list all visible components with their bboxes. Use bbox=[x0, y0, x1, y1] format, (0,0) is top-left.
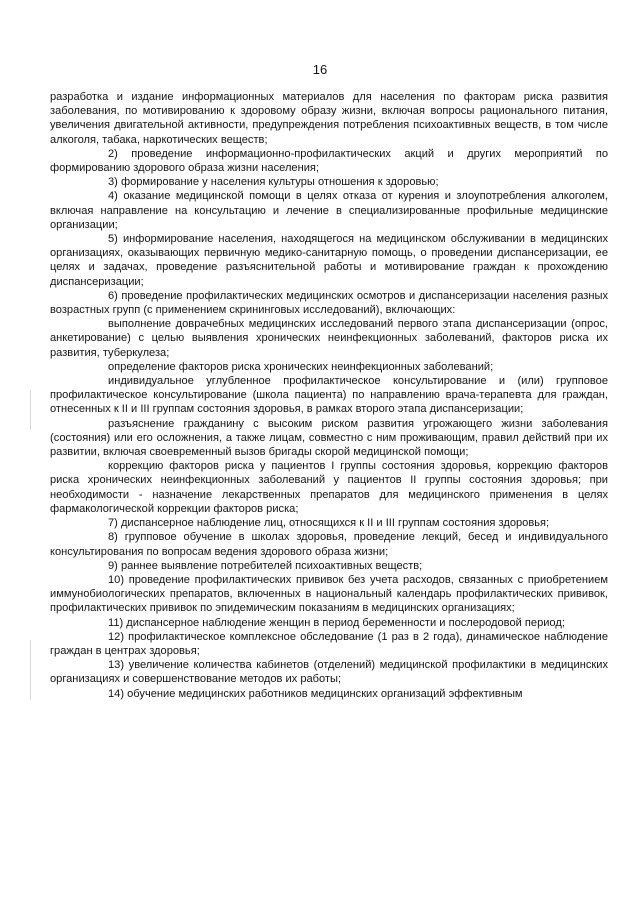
list-item-14: 14) обучение медицинских работников медицинских организаций эффективным bbox=[108, 687, 523, 700]
list-item-13: 13) увеличение количества кабинетов (отделений) медицинской профилактики в медицинских организациях и совершенствование методов их работы; bbox=[50, 659, 608, 686]
list-item-11: 11) диспансерное наблюдение женщин в период беременности и послеродовой период; bbox=[108, 616, 565, 629]
sub-item-risk-correction: коррекцию факторов риска у пациентов I группы состояния здоровья, коррекцию факторов риска хронических неинфекционных заболеваний у пациентов II группы состояния здоровья; при необходимости - назначение лекарственных препаратов для медицинского применения в целях фармакологической коррекции факторов риска; bbox=[50, 460, 608, 515]
sub-item-premedical-examinations: выполнение доврачебных медицинских исследований первого этапа диспансеризации (опрос, анкетирование) с целью выявления хронических неинфекционных заболеваний, факторов риска их развития, туберкулеза; bbox=[50, 318, 608, 359]
list-item-10: 10) проведение профилактических прививок без учета расходов, связанных с приобретением иммунобиологических препаратов, включенных в национальный календарь профилактических прививок, профилактических прививок по эпидемическим показаниям в медицинских организациях; bbox=[50, 573, 608, 615]
paragraph-intro-continuation: разработка и издание информационных материалов для населения по факторам риска развития заболевания, по мотивированию к здоровому образу жизни, включая вопросы рационального питания, увеличения двигательной активности, предупреждения потребления психоактивных веществ, в том числе алкоголя, табака, наркотических веществ; bbox=[50, 91, 608, 146]
list-item-4: 4) оказание медицинской помощи в целях отказа от курения и злоупотребления алкоголем, включая направление на консультацию и лечение в специализированные профильные медицинские организации; bbox=[50, 190, 608, 231]
sub-item-risk-factors: определение факторов риска хронических неинфекционных заболеваний; bbox=[108, 360, 494, 373]
sub-item-individual-consulting: индивидуальное углубленное профилактическое консультирование и (или) групповое профилактическое консультирование (школа пациента) по направлению врача-терапевта для граждан, отнесенных к II и III группам состояния здоровья, в рамках второго этапа диспансеризации; bbox=[50, 375, 608, 416]
list-item-9: 9) раннее выявление потребителей психоактивных веществ; bbox=[108, 559, 423, 572]
list-item-5: 5) информирование населения, находящегося на медицинском обслуживании в медицинских организациях, оказывающих первичную медико-санитарную помощь, о проведении диспансеризации, ее целях и задачах, проведение разъяснительной работы и мотивирование граждан к прохождению диспансеризации; bbox=[50, 233, 608, 288]
scan-edge-mark bbox=[30, 640, 31, 700]
body-text bbox=[50, 90, 608, 701]
list-item-7: 7) диспансерное наблюдение лиц, относящихся к II и III группам состояния здоровья; bbox=[108, 517, 550, 530]
page-number: 16 bbox=[312, 62, 328, 77]
sub-item-explanation: разъяснение гражданину с высоким риском развития угрожающего жизни заболевания (состояния) или его осложнения, а также лицам, совместно с ним проживающим, правил действий при их развитии, включая своевременный вызов бригады скорой медицинской помощи; bbox=[50, 417, 608, 459]
scan-edge-mark bbox=[30, 390, 31, 430]
list-item-3: 3) формирование у населения культуры отношения к здоровью; bbox=[108, 176, 439, 189]
list-item-2: 2) проведение информационно-профилактических акций и других мероприятий по формированию здорового образа жизни населения; bbox=[50, 147, 608, 175]
list-item-8: 8) групповое обучение в школах здоровья, проведение лекций, бесед и индивидуального консультирования по вопросам ведения здорового образа жизни; bbox=[50, 531, 608, 558]
list-item-12: 12) профилактическое комплексное обследование (1 раз в 2 года), динамическое наблюдение граждан в центрах здоровья; bbox=[50, 630, 608, 657]
list-item-6: 6) проведение профилактических медицинских осмотров и диспансеризации населения разных возрастных групп (с применением скрининговых исследований), включающих: bbox=[50, 289, 608, 317]
